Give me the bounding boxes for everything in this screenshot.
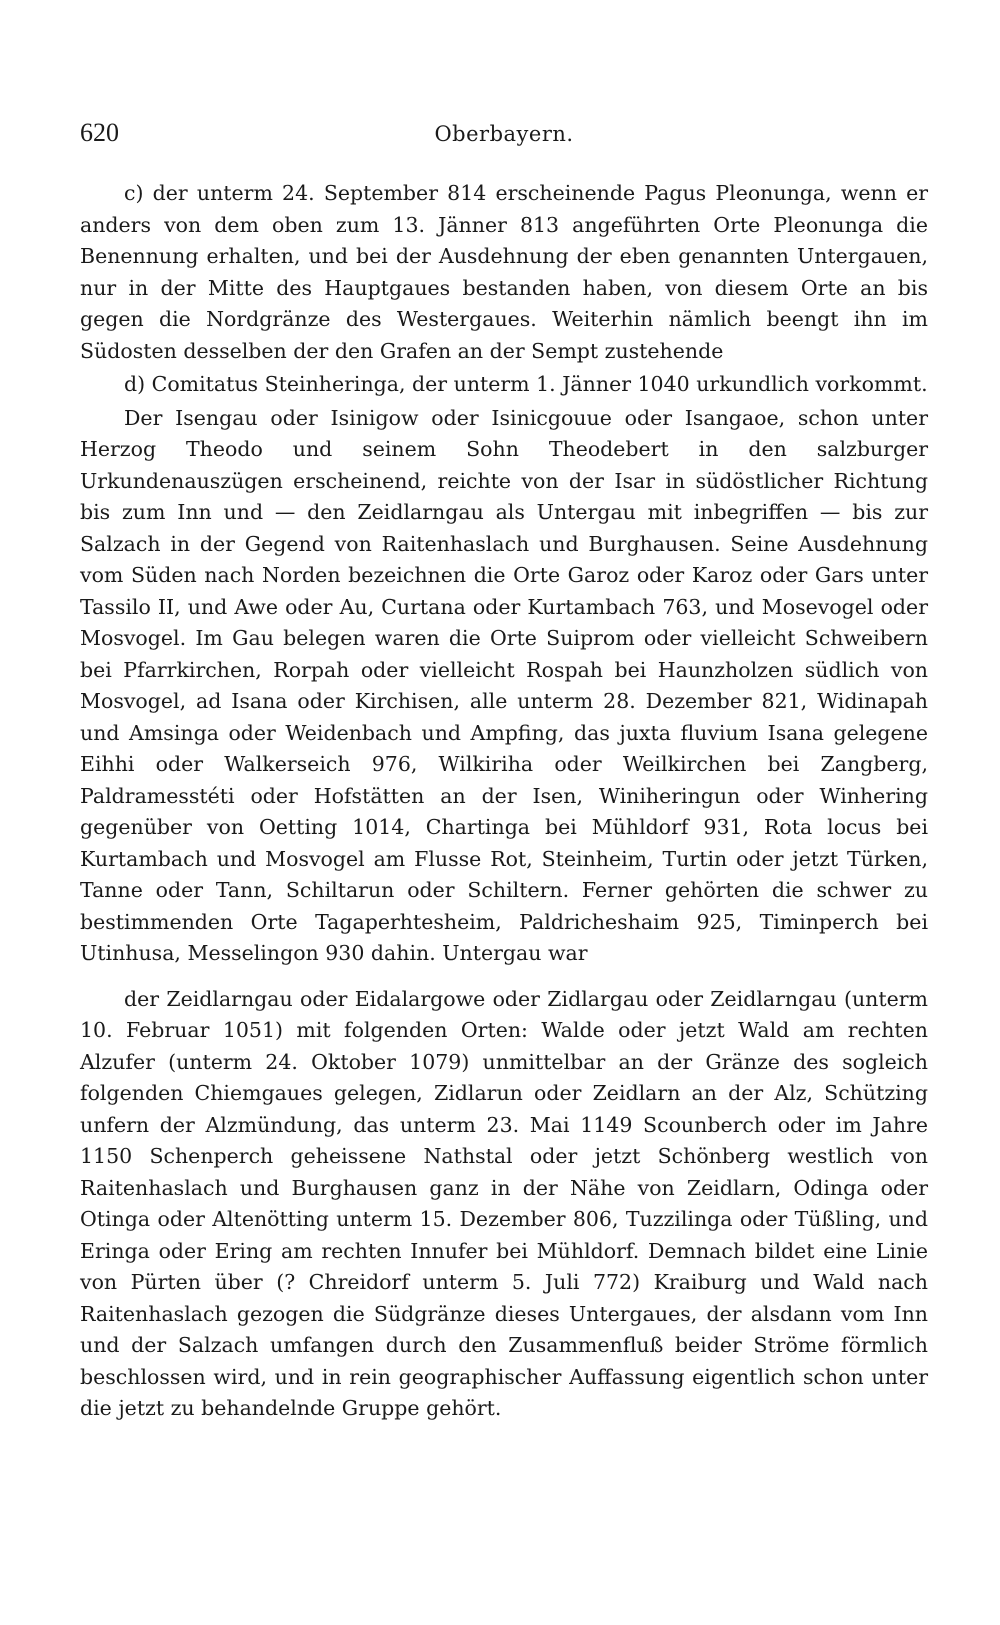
page [80, 112, 928, 1425]
paragraph-zeidlarngau: der Zeidlarngau oder Eidalargowe oder Zidlargau oder Zeidlarngau (unterm 10. Februar 1051) mit folgenden Orten: Walde oder jetzt Wald am rechten Alzufer (unterm 24. Oktober 1079) unmittelbar an der Gränze des sogleich folgenden Chiemgaues gelegen, Zidlarun oder Zeidlarn an der Alz, Schützing unfern der Alzmündung, das unterm 23. Mai 1149 Scounberch oder im Jahre 1150 Schenperch geheissene Nathstal oder jetzt Schönberg westlich von Raitenhaslach und Burghausen ganz in der Nähe von Zeidlarn, Odinga oder Otinga oder Altenötting unterm 15. Dezember 806, Tuzzilinga oder Tüßling, und Eringa oder Ering am rechten Innufer bei Mühldorf. Demnach bildet eine Linie von Pürten über (? Chreidorf unterm 5. Juli 772) Kraiburg und Wald nach Raitenhaslach gezogen die Südgränze dieses Untergaues, der alsdann vom Inn und der Salzach umfangen durch den Zusammenfluß beider Ströme förmlich beschlossen wird, und in rein geographischer Auffassung eigentlich schon unter die jetzt zu behandelnde Gruppe gehört. [80, 986, 928, 1420]
page-header [80, 112, 928, 152]
paragraph-pagus-pleonunga: c) der unterm 24. September 814 erscheinende Pagus Pleonunga, wenn er anders von dem oben zum 13. Jänner 813 angeführten Orte Pleonunga die Benennung erhalten, und bei der Ausdehnung der eben genannten Untergauen, nur in der Mitte des Hauptgaues bestanden haben, von diesem Orte an bis gegen die Nordgränze des Westergaues. Weiterhin nämlich beengt ihn im Südosten desselben der den Grafen an der Sempt zustehende [80, 181, 928, 363]
paragraph-isengau: Der Isengau oder Isinigow oder Isinicgouue oder Isangaoe, schon unter Herzog Theodo und seinem Sohn Theodebert in den salzburger Urkundenauszügen erscheinend, reichte von der Isar in südöstlicher Richtung bis zum Inn und — den Zeidlarngau als Untergau mit inbegriffen — bis zur Salzach in der Gegend von Raitenhaslach und Burghausen. Seine Ausdehnung vom Süden nach Norden bezeichnen die Orte Garoz oder Karoz oder Gars unter Tassilo II, und Awe oder Au, Curtana oder Kurtambach 763, und Mosevogel oder Mosvogel. Im Gau belegen waren die Orte Suiprom oder vielleicht Schweibern bei Pfarrkirchen, Rorpah oder vielleicht Rospah bei Haunzholzen südlich von Mosvogel, ad Isana oder Kirchisen, alle unterm 28. Dezember 821, Widinapah und Amsinga oder Weidenbach und Ampfing, das juxta fluvium Isana gelegene Eihhi oder Walkerseich 976, Wilkiriha oder Weilkirchen bei Zangberg, Paldramesstéti oder Hofstätten an der Isen, Winiheringun oder Winhering gegenüber von Oetting 1014, Chartinga bei Mühldorf 931, Rota locus bei Kurtambach und Mosvogel am Flusse Rot, Steinheim, Turtin oder jetzt Türken, Tanne oder Tann, Schiltarun oder Schiltern. Ferner gehörten die schwer zu bestimmenden Orte Tagaperhtesheim, Paldricheshaim 925, Timinperch bei Utinhusa, Messelingon 930 dahin. Untergau war [80, 405, 928, 965]
paragraph-comitatus-steinheringa: d) Comitatus Steinheringa, der unterm 1. Jänner 1040 urkundlich vorkommt. [124, 372, 928, 396]
body-text [80, 178, 928, 1425]
page-number: 620 [80, 118, 119, 147]
running-head: Oberbayern. [434, 122, 574, 146]
